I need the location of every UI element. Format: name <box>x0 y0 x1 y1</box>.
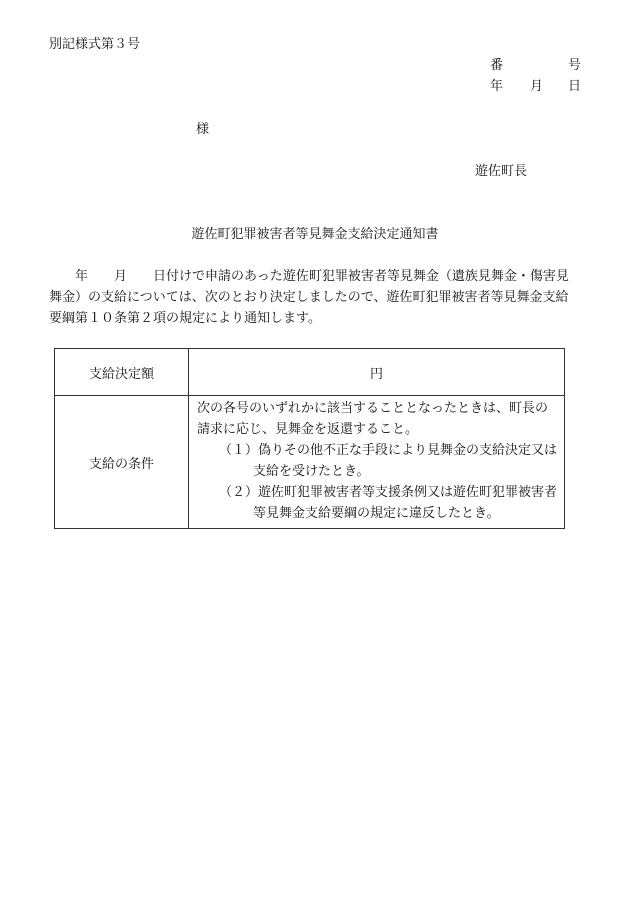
date-year-label: 年 <box>490 79 504 94</box>
conditions-cell <box>189 396 565 529</box>
date-day-label: 日 <box>568 79 582 94</box>
body-month-label: 月 <box>114 269 128 284</box>
body-line-3: 要綱第１０条第２項の規定により通知します。 <box>49 311 321 326</box>
body-paragraph <box>49 266 589 329</box>
recipient-honorific: 様 <box>196 122 210 137</box>
date-month-label: 月 <box>530 79 544 94</box>
decision-table <box>54 348 565 529</box>
condition-item-2-line-1: （２）遊佐町犯罪被害者等支援条例又は遊佐町犯罪被害者 <box>219 485 558 500</box>
conditions-intro-line-1: 次の各号のいずれかに該当することとなったときは、町長の <box>197 401 549 416</box>
amount-label-cell: 支給決定額 <box>55 349 189 396</box>
conditions-intro-line-2: 請求に応じ、見舞金を返還すること。 <box>197 422 419 437</box>
conditions-label-cell: 支給の条件 <box>55 396 189 529</box>
body-year-label: 年 <box>75 269 89 284</box>
table-row <box>55 349 565 396</box>
form-number: 別記様式第３号 <box>49 37 141 52</box>
condition-item-1-line-1: （１）偽りその他不正な手段により見舞金の支給決定又は <box>219 443 558 458</box>
reference-go-label: 号 <box>568 58 582 73</box>
body-line-2: 舞金）の支給については、次のとおり決定しましたので、遊佐町犯罪被害者等見舞金支給 <box>49 290 569 305</box>
condition-item-1-line-2: 支給を受けたとき。 <box>253 464 370 479</box>
condition-item-2-line-2: 等見舞金支給要綱の規定に違反したとき。 <box>253 506 500 521</box>
table-row <box>55 396 565 529</box>
reference-number-label: 番 <box>490 58 504 73</box>
issuer-name: 遊佐町長 <box>475 164 528 179</box>
condition-item-1 <box>197 440 558 482</box>
amount-value-cell: 円 <box>189 349 565 396</box>
body-line-1 <box>49 266 589 287</box>
body-line-1-text: 日付けで申請のあった遊佐町犯罪被害者等見舞金（遺族見舞金・傷害見 <box>153 269 569 284</box>
document-title: 遊佐町犯罪被害者等見舞金支給決定通知書 <box>191 227 439 242</box>
condition-item-2 <box>197 482 558 524</box>
